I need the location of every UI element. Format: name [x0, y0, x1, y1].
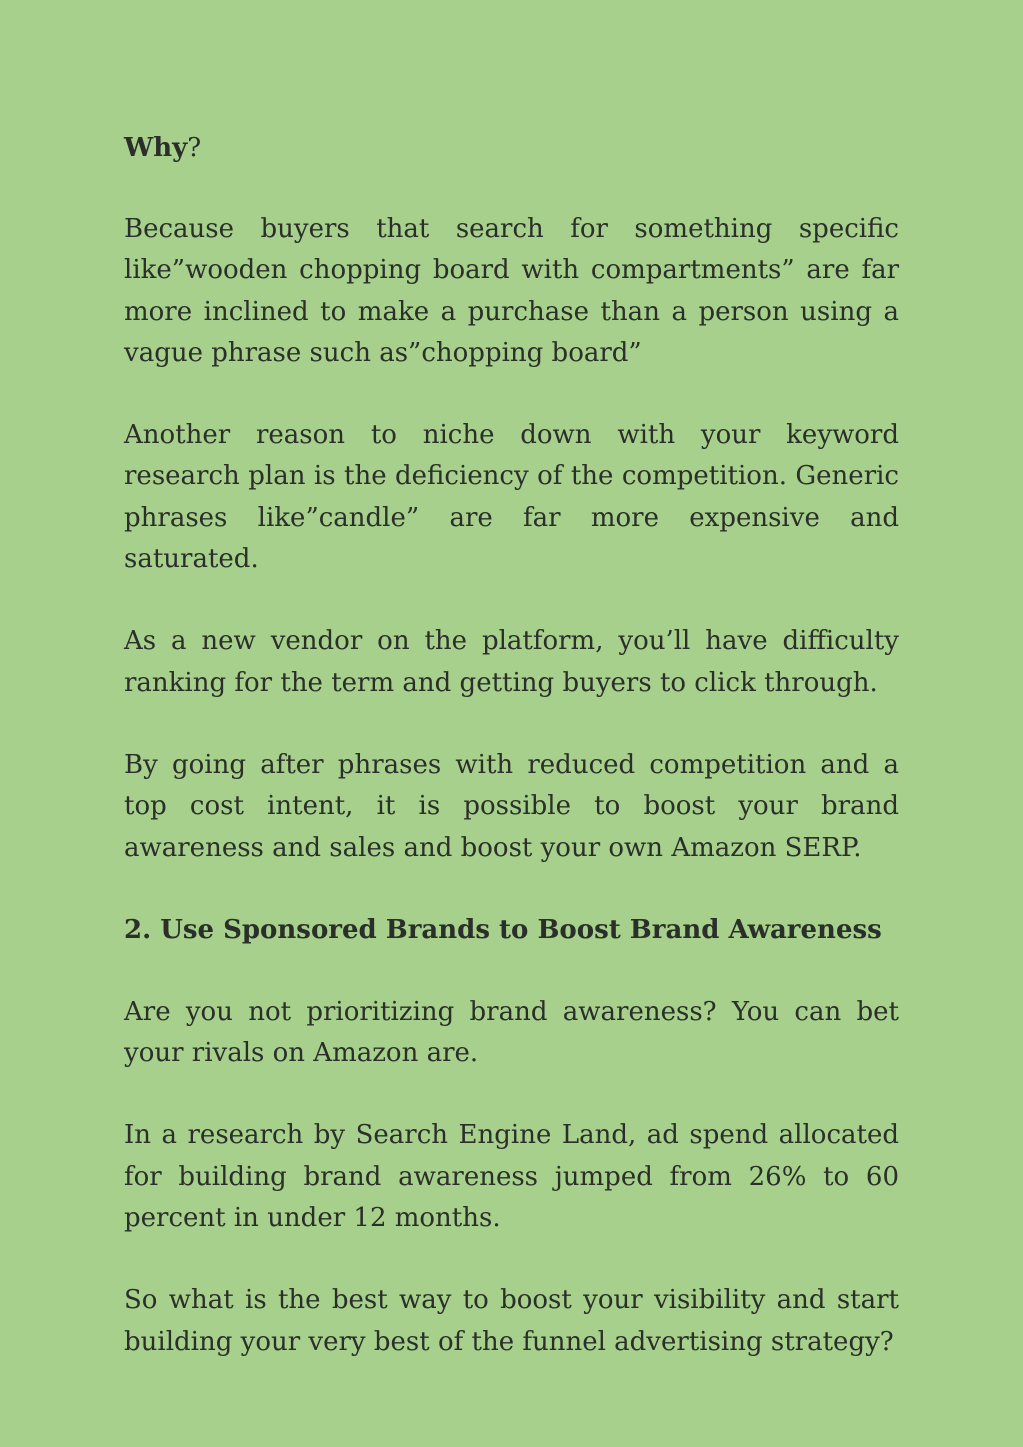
- paragraph-new-vendor: As a new vendor on the platform, you’ll have difficulty ranking for the term and getting buyers to click through.: [124, 626, 899, 698]
- why-heading: [124, 128, 899, 169]
- paragraph-specific-buyers: Because buyers that search for something specific like”wooden chopping board with compartments” are far more inclined to make a purchase than a person using a vague phrase such as”chopping board”: [124, 214, 899, 368]
- section-heading: 2. Use Sponsored Brands to Boost Brand Awareness: [124, 914, 882, 945]
- paragraph-reduced-competition: By going after phrases with reduced competition and a top cost intent, it is possible to boost your brand awareness and sales and boost your own Amazon SERP.: [124, 749, 899, 863]
- why-heading-bold: Why: [124, 133, 188, 163]
- paragraph-brand-awareness: Are you not prioritizing brand awareness? You can bet your rivals on Amazon are.: [124, 996, 899, 1069]
- why-heading-rest: ?: [187, 133, 202, 163]
- paragraph-visibility: So what is the best way to boost your visibility and start building your very best of the funnel advertising strategy?: [124, 1285, 899, 1357]
- paragraph-research: In a research by Search Engine Land, ad spend allocated for building brand awareness jumped from 26% to 60 percent in under 12 months.: [124, 1120, 899, 1234]
- article-body: [124, 128, 899, 1404]
- paragraph-niche-down: Another reason to niche down with your keyword research plan is the deficiency of the competition. Generic phrases like”candle” are far more expensive and saturated.: [124, 420, 899, 575]
